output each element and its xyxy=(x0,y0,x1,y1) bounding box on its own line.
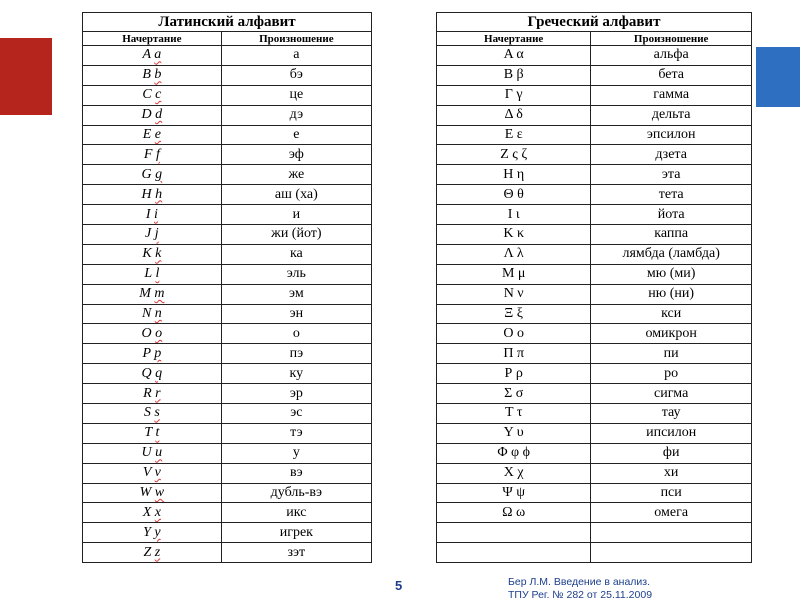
greek-pronunciation-cell: тета xyxy=(591,185,752,205)
greek-letter-cell xyxy=(437,523,591,543)
greek-pronunciation-cell: йота xyxy=(591,205,752,225)
greek-row xyxy=(437,543,752,563)
greek-letter-cell: Η η xyxy=(437,165,591,185)
latin-pronunciation-cell: вэ xyxy=(221,463,371,483)
latin-lowercase: o xyxy=(155,325,163,341)
greek-row xyxy=(437,344,752,364)
latin-uppercase: O xyxy=(141,325,152,341)
latin-uppercase: W xyxy=(139,485,152,501)
greek-letter-cell: Χ χ xyxy=(437,463,591,483)
latin-letter-cell xyxy=(83,244,222,264)
greek-pronunciation-cell: ипсилон xyxy=(591,423,752,443)
latin-pronunciation-cell: икс xyxy=(221,503,371,523)
greek-letter-cell: Φ φ ϕ xyxy=(437,443,591,463)
latin-letter-cell xyxy=(83,125,222,145)
latin-uppercase: A xyxy=(142,47,151,63)
latin-letter-cell xyxy=(83,65,222,85)
latin-uppercase: M xyxy=(139,286,151,302)
latin-lowercase: j xyxy=(154,226,159,242)
blue-accent-block xyxy=(756,47,800,107)
greek-pronunciation-cell: альфа xyxy=(591,46,752,66)
greek-letter-cell: Θ θ xyxy=(437,185,591,205)
latin-letter-cell xyxy=(83,364,222,384)
greek-pronunciation-cell: пси xyxy=(591,483,752,503)
latin-row xyxy=(83,443,372,463)
latin-letter-cell xyxy=(83,205,222,225)
latin-lowercase: u xyxy=(155,445,163,461)
footer-reg-line: ТПУ Рег. № 282 от 25.11.2009 xyxy=(508,589,653,601)
latin-lowercase: f xyxy=(155,146,160,162)
latin-pronunciation-cell: дубль-вэ xyxy=(221,483,371,503)
latin-lowercase: g xyxy=(155,166,163,182)
greek-row xyxy=(437,225,752,245)
latin-letter-cell xyxy=(83,344,222,364)
greek-letter-cell: Λ λ xyxy=(437,244,591,264)
footer-citation xyxy=(508,576,652,602)
latin-pronunciation-cell: игрек xyxy=(221,523,371,543)
latin-letter-cell xyxy=(83,105,222,125)
greek-row xyxy=(437,205,752,225)
greek-letter-cell: Α α xyxy=(437,46,591,66)
greek-letter-cell: Ω ω xyxy=(437,503,591,523)
latin-row xyxy=(83,543,372,563)
latin-pronunciation-cell: зэт xyxy=(221,543,371,563)
greek-pronunciation-cell xyxy=(591,523,752,543)
latin-lowercase: e xyxy=(154,127,161,142)
latin-uppercase: T xyxy=(144,425,152,441)
latin-uppercase: N xyxy=(141,306,152,322)
greek-pronunciation-cell: дзета xyxy=(591,145,752,165)
latin-row xyxy=(83,264,372,284)
greek-letter-cell: Ε ε xyxy=(437,125,591,145)
latin-uppercase: F xyxy=(143,146,153,162)
greek-row xyxy=(437,46,752,66)
latin-uppercase: I xyxy=(145,206,151,222)
greek-row xyxy=(437,404,752,424)
latin-letter-cell xyxy=(83,503,222,523)
latin-row xyxy=(83,523,372,543)
greek-table-title: Греческий алфавит xyxy=(437,13,752,32)
latin-lowercase: m xyxy=(154,286,165,302)
latin-col-writing-header: Начертание xyxy=(83,32,222,46)
greek-pronunciation-cell: омега xyxy=(591,503,752,523)
greek-letter-cell: Σ σ xyxy=(437,384,591,404)
latin-uppercase: H xyxy=(141,186,152,202)
latin-pronunciation-cell: пэ xyxy=(221,344,371,364)
greek-row xyxy=(437,244,752,264)
latin-row xyxy=(83,284,372,304)
greek-row xyxy=(437,185,752,205)
latin-uppercase: X xyxy=(142,504,152,520)
latin-uppercase: D xyxy=(141,107,152,123)
greek-pronunciation-cell: сигма xyxy=(591,384,752,404)
greek-row xyxy=(437,145,752,165)
latin-lowercase: p xyxy=(154,345,162,361)
greek-pronunciation-cell: бета xyxy=(591,65,752,85)
latin-uppercase: J xyxy=(145,226,152,242)
latin-row xyxy=(83,165,372,185)
latin-pronunciation-cell: ку xyxy=(221,364,371,384)
latin-uppercase: L xyxy=(144,266,152,282)
greek-pronunciation-cell xyxy=(591,543,752,563)
latin-lowercase: i xyxy=(154,206,158,222)
greek-letter-cell: Υ υ xyxy=(437,423,591,443)
latin-pronunciation-cell: жи (йот) xyxy=(221,225,371,245)
greek-letter-cell: Δ δ xyxy=(437,105,591,125)
greek-letter-cell: Μ μ xyxy=(437,264,591,284)
latin-lowercase: t xyxy=(155,425,160,441)
latin-row xyxy=(83,205,372,225)
greek-letter-cell: Κ κ xyxy=(437,225,591,245)
latin-row xyxy=(83,105,372,125)
latin-pronunciation-cell: эс xyxy=(221,404,371,424)
greek-col-pronunciation-header: Произношение xyxy=(591,32,752,46)
latin-table-title: Латинский алфавит xyxy=(83,13,372,32)
latin-letter-cell xyxy=(83,404,222,424)
page-number: 5 xyxy=(395,578,403,593)
greek-pronunciation-cell: гамма xyxy=(591,85,752,105)
latin-pronunciation-cell: це xyxy=(221,85,371,105)
greek-pronunciation-cell: эта xyxy=(591,165,752,185)
latin-uppercase: C xyxy=(142,87,152,103)
latin-row xyxy=(83,384,372,404)
latin-letter-cell xyxy=(83,225,222,245)
greek-row xyxy=(437,423,752,443)
greek-row xyxy=(437,443,752,463)
latin-pronunciation-cell: о xyxy=(221,324,371,344)
greek-letter-cell: Ο ο xyxy=(437,324,591,344)
greek-pronunciation-cell: фи xyxy=(591,443,752,463)
latin-uppercase: B xyxy=(142,67,151,83)
latin-lowercase: y xyxy=(154,524,161,540)
footer-author-line: Бер Л.М. Введение в анализ. xyxy=(508,576,651,588)
greek-letter-cell: Τ τ xyxy=(437,404,591,424)
greek-letter-cell: Ι ι xyxy=(437,205,591,225)
latin-uppercase: P xyxy=(142,345,151,361)
latin-pronunciation-cell: у xyxy=(221,443,371,463)
latin-row xyxy=(83,65,372,85)
greek-row xyxy=(437,125,752,145)
greek-row xyxy=(437,503,752,523)
latin-pronunciation-cell: дэ xyxy=(221,105,371,125)
greek-pronunciation-cell: дельта xyxy=(591,105,752,125)
latin-letter-cell xyxy=(83,443,222,463)
greek-row xyxy=(437,483,752,503)
latin-pronunciation-cell: тэ xyxy=(221,423,371,443)
latin-lowercase: r xyxy=(155,385,161,401)
latin-letter-cell xyxy=(83,145,222,165)
latin-uppercase: Q xyxy=(141,365,152,381)
latin-uppercase: Z xyxy=(143,544,152,560)
greek-row xyxy=(437,165,752,185)
greek-row xyxy=(437,324,752,344)
greek-pronunciation-cell: эпсилон xyxy=(591,125,752,145)
latin-lowercase: n xyxy=(154,306,162,322)
greek-pronunciation-cell: кси xyxy=(591,304,752,324)
latin-lowercase: s xyxy=(154,405,160,421)
latin-pronunciation-cell: аш (ха) xyxy=(221,185,371,205)
greek-col-writing-header: Начертание xyxy=(437,32,591,46)
greek-row xyxy=(437,105,752,125)
latin-letter-cell xyxy=(83,264,222,284)
latin-uppercase: Y xyxy=(143,524,151,540)
latin-row xyxy=(83,483,372,503)
greek-pronunciation-cell: ро xyxy=(591,364,752,384)
latin-uppercase: K xyxy=(142,246,152,262)
latin-uppercase: G xyxy=(141,166,152,182)
greek-alphabet-table xyxy=(436,12,752,563)
latin-lowercase: c xyxy=(155,87,162,103)
latin-uppercase: S xyxy=(143,405,151,421)
greek-row xyxy=(437,65,752,85)
greek-pronunciation-cell: ню (ни) xyxy=(591,284,752,304)
latin-pronunciation-cell: а xyxy=(221,46,371,66)
latin-lowercase: d xyxy=(155,107,163,123)
greek-row xyxy=(437,364,752,384)
latin-row xyxy=(83,423,372,443)
greek-row xyxy=(437,284,752,304)
greek-row xyxy=(437,384,752,404)
latin-col-pronunciation-header: Произношение xyxy=(221,32,371,46)
latin-lowercase: h xyxy=(155,186,163,202)
latin-letter-cell xyxy=(83,463,222,483)
latin-pronunciation-cell: ка xyxy=(221,244,371,264)
latin-letter-cell xyxy=(83,483,222,503)
greek-letter-cell: Ψ ψ xyxy=(437,483,591,503)
latin-lowercase: a xyxy=(154,47,162,63)
greek-letter-cell: Β β xyxy=(437,65,591,85)
latin-pronunciation-cell: же xyxy=(221,165,371,185)
latin-lowercase: l xyxy=(155,266,160,282)
latin-pronunciation-cell: эль xyxy=(221,264,371,284)
latin-lowercase: b xyxy=(154,67,162,83)
greek-pronunciation-cell: тау xyxy=(591,404,752,424)
latin-letter-cell xyxy=(83,304,222,324)
greek-letter-cell: Ρ ρ xyxy=(437,364,591,384)
greek-row xyxy=(437,523,752,543)
latin-letter-cell xyxy=(83,284,222,304)
greek-row xyxy=(437,304,752,324)
greek-pronunciation-cell: омикрон xyxy=(591,324,752,344)
latin-pronunciation-cell: и xyxy=(221,205,371,225)
latin-table-body xyxy=(83,46,372,563)
latin-row xyxy=(83,404,372,424)
latin-pronunciation-cell: е xyxy=(221,125,371,145)
latin-uppercase: U xyxy=(141,445,152,461)
latin-row xyxy=(83,463,372,483)
greek-pronunciation-cell: лямбда (ламбда) xyxy=(591,244,752,264)
greek-letter-cell: Ξ ξ xyxy=(437,304,591,324)
latin-alphabet-table xyxy=(82,12,372,563)
latin-pronunciation-cell: эм xyxy=(221,284,371,304)
latin-pronunciation-cell: эф xyxy=(221,145,371,165)
greek-pronunciation-cell: хи xyxy=(591,463,752,483)
latin-row xyxy=(83,344,372,364)
red-accent-block xyxy=(0,38,52,115)
latin-uppercase: E xyxy=(142,127,152,142)
latin-row xyxy=(83,46,372,66)
greek-pronunciation-cell: пи xyxy=(591,344,752,364)
greek-letter-cell: Ν ν xyxy=(437,284,591,304)
latin-row xyxy=(83,125,372,145)
greek-letter-cell: Γ γ xyxy=(437,85,591,105)
latin-letter-cell xyxy=(83,423,222,443)
greek-letter-cell: Ζ ς ζ xyxy=(437,145,591,165)
latin-letter-cell xyxy=(83,165,222,185)
latin-row xyxy=(83,225,372,245)
latin-letter-cell xyxy=(83,46,222,66)
latin-pronunciation-cell: бэ xyxy=(221,65,371,85)
latin-lowercase: z xyxy=(154,544,161,560)
latin-letter-cell xyxy=(83,185,222,205)
latin-letter-cell xyxy=(83,324,222,344)
latin-row xyxy=(83,304,372,324)
greek-pronunciation-cell: каппа xyxy=(591,225,752,245)
latin-row xyxy=(83,244,372,264)
latin-uppercase: R xyxy=(143,385,152,401)
greek-letter-cell: Π π xyxy=(437,344,591,364)
latin-lowercase: v xyxy=(154,465,161,481)
latin-uppercase: V xyxy=(142,465,152,481)
latin-pronunciation-cell: эр xyxy=(221,384,371,404)
latin-row xyxy=(83,85,372,105)
greek-pronunciation-cell: мю (ми) xyxy=(591,264,752,284)
greek-table-body xyxy=(437,46,752,563)
latin-letter-cell xyxy=(83,85,222,105)
latin-lowercase: q xyxy=(155,365,163,381)
latin-row xyxy=(83,185,372,205)
latin-row xyxy=(83,503,372,523)
latin-row xyxy=(83,364,372,384)
latin-lowercase: k xyxy=(155,246,162,262)
latin-letter-cell xyxy=(83,384,222,404)
greek-letter-cell xyxy=(437,543,591,563)
latin-lowercase: x xyxy=(154,504,161,520)
latin-letter-cell xyxy=(83,543,222,563)
latin-row xyxy=(83,324,372,344)
greek-row xyxy=(437,85,752,105)
greek-row xyxy=(437,463,752,483)
latin-lowercase: w xyxy=(154,485,165,501)
greek-row xyxy=(437,264,752,284)
latin-row xyxy=(83,145,372,165)
latin-pronunciation-cell: эн xyxy=(221,304,371,324)
latin-letter-cell xyxy=(83,523,222,543)
